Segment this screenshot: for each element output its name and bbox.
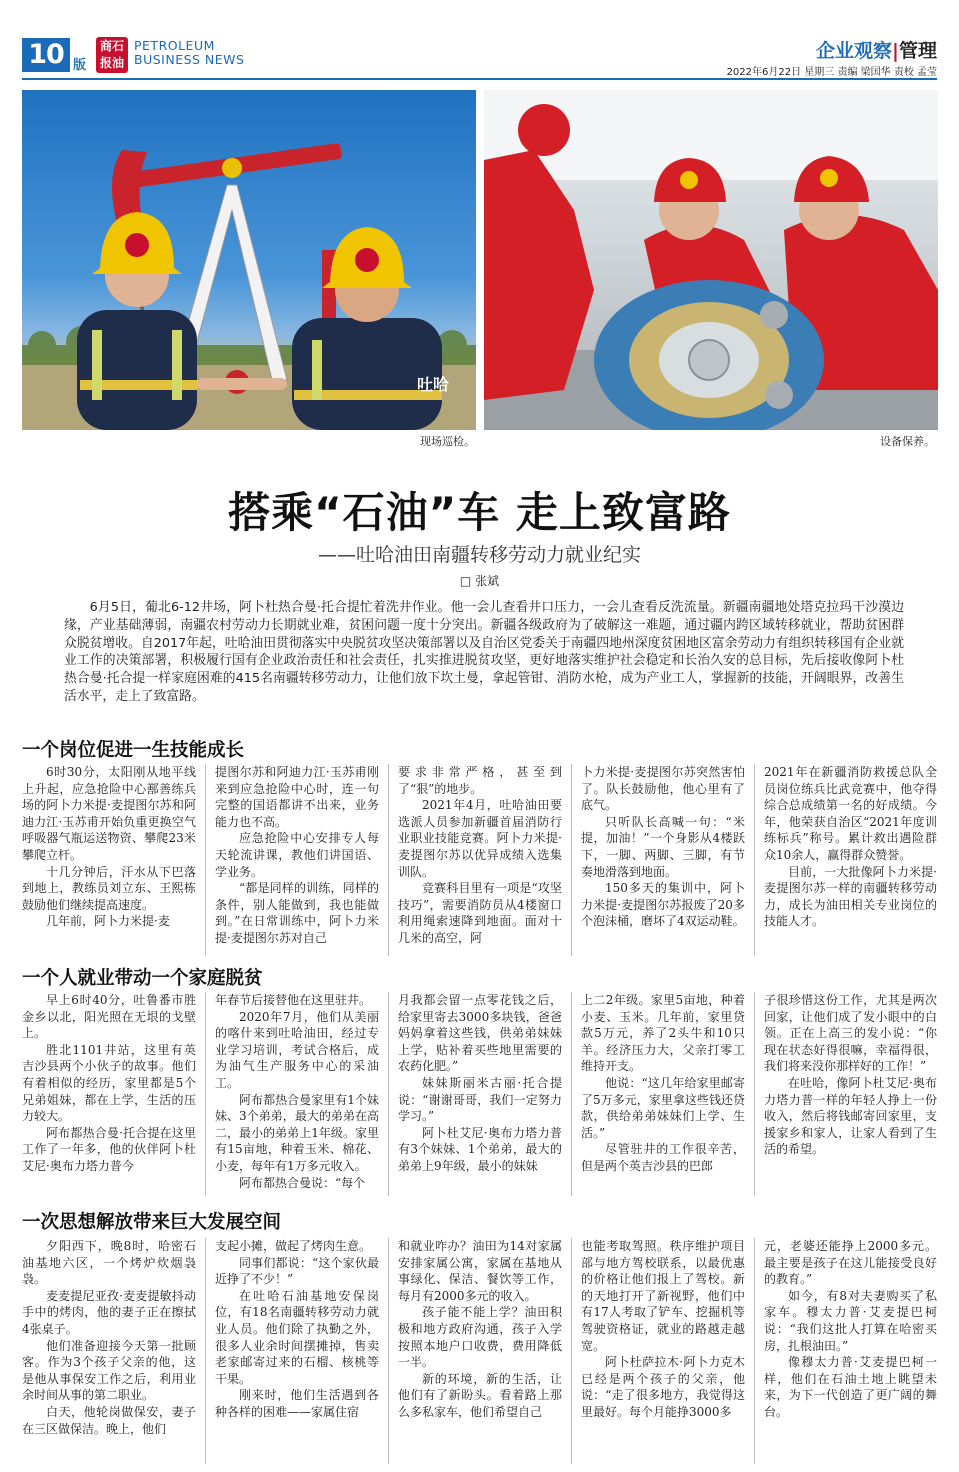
section1-title: 一个岗位促进一生技能成长: [22, 740, 245, 761]
paragraph: 像穆太力普·艾麦提巴柯一样，他们在石油土地上眺望未来，为下一代创造了更广阔的舞台。: [764, 1355, 937, 1419]
paragraph: 应急抢险中心安排专人每天轮流讲课，教他们讲国语、学业务。: [215, 831, 379, 879]
paragraph: 尽管驻井的工作很辛苦，但是两个英吉沙县的巴郎: [581, 1142, 745, 1173]
section-main: 企业观察: [816, 40, 893, 62]
paragraph: 胜北1101井站，这里有英吉沙县两个小伙子的故事。他们有着相似的经历，家里都是5个兄弟姐妹，都在上学，生活的压力较大。: [22, 1042, 196, 1124]
paragraph: 阿布都热合曼家里有1个妹妹、3个弟弟，最大的弟弟在高二，最小的弟弟上1年级。家里有15亩地，种着玉米、棉花、小麦，每年有1万多元收入。: [215, 1092, 379, 1173]
paragraph: 几年前，阿卜力米提·麦: [46, 914, 170, 929]
photo-equipment-maintenance: [484, 90, 938, 430]
paragraph: 支起小摊，做起了烤肉生意。: [215, 1239, 372, 1253]
photo1-illustration: [22, 90, 476, 430]
section-separator: |: [892, 40, 899, 62]
paragraph: 6时30分，太阳刚从地平线上升起，应急抢险中心鄯善练兵场的阿卜力米提·麦提图尔苏和阿迪力江·玉苏甫开始负重更换空气呼吸器气瓶运送物资、攀爬23米攀爬立杆。: [22, 765, 196, 862]
paragraph: 如今，有8对夫妻购买了私家车。穆太力普·艾麦提巴柯说：“我们这批人打算在哈密买房，扎根油田。”: [764, 1288, 937, 1353]
paragraph: 阿卜杜艾尼·奥布力塔力普有3个妹妹、1个弟弟，最大的弟弟上9年级，最小的妹妹: [398, 1125, 562, 1173]
paper-en-line2: BUSINESS NEWS: [134, 52, 245, 67]
paragraph: 元，老婆还能挣上2000多元。最主要是孩子在这儿能接受良好的教育。”: [764, 1239, 937, 1287]
paragraph: 孩子能不能上学？油田积极和地方政府沟通，孩子入学按照本地户口收费，费用降低一半。: [398, 1305, 562, 1370]
text-column: [388, 1238, 571, 1464]
paragraph: 子很珍惜这份工作，尤其是两次回家，让他们成了发小眼中的白领。正在上高三的发小说：“你现在状态好得很嘛，幸福得很，我们将来没你那样好的工作！”: [764, 993, 937, 1074]
text-column: [205, 1238, 388, 1464]
paragraph: 妹妹斯丽米古丽·托合提说：“谢谢哥哥，我们一定努力学习。”: [398, 1075, 562, 1124]
lead-paragraph: 6月5日，葡北6-12井场，阿卜杜热合曼·托合提忙着洗井作业。他一会儿查看井口压力，一会儿查看反洗流量。新疆南疆地处塔克拉玛干沙漠边缘，产业基础薄弱，南疆农村劳动力长期就业难，贫困问题一度十分突出。新疆各级政府为了破解这一难题，通过疆内跨区域转移就业，帮助贫困群众脱贫增收。自2017年起，吐哈油田贯彻落实中央脱贫攻坚决策部署以及自治区党委关于南疆四地州深度贫困地区富余劳动力有组织转移国有企业就业工作的决策部署，积极履行国有企业政治责任和社会责任，扎实推进脱贫攻坚，更好地落实维护社会稳定和长治久安的总目标，先后接收像阿卜杜热合曼·托合提一样家庭困难的415名南疆转移劳动力，让他们放下坎土曼，拿起管钳、消防水枪，成为产业工人，掌握新的技能，开阔眼界，改善生活水平，走上了致富路。: [64, 600, 904, 704]
paper-english-name: [134, 39, 244, 67]
paragraph: 上二2年级。家里5亩地，种着小麦、玉米。几年前，家里贷款5万元，养了2头牛和10只羊。经济压力大，父亲打零工维持开支。: [581, 993, 745, 1074]
paragraph: 同事们都说：“这个家伙最近挣了不少！”: [215, 1255, 379, 1287]
photo2-caption: 设备保养。: [880, 435, 935, 448]
page-number: 10: [22, 38, 70, 72]
header-info: 2022年6月22日 星期三 责编 梁国华 责校 孟莹: [726, 67, 937, 78]
paragraph: 150多天的集训中，阿卜力米提·麦提图尔苏报废了20多个泡沫桶，磨坏了4双运动鞋。: [581, 881, 745, 929]
header-rule: [22, 78, 937, 80]
worker-left: [77, 212, 198, 430]
paragraph: 年春节后接替他在这里驻井。: [215, 993, 372, 1007]
page-label: 版: [73, 58, 87, 73]
paragraph: 卜力米提·麦提图尔苏突然害怕了。队长鼓励他，他心里有了底气。: [581, 765, 745, 813]
newspaper-logo: 商石 报油: [96, 37, 128, 73]
section-sub: 管理: [898, 40, 937, 62]
paragraph: 刚来时，他们生活遇到各种各样的困难——家属住宿: [215, 1388, 379, 1419]
section2-title: 一个人就业带动一个家庭脱贫: [22, 968, 263, 989]
paragraph: 和就业咋办？油田为14对家属安排家属公寓，家属在基地从事绿化、保洁、餐饮等工作，每月有2000多元的收入。: [398, 1239, 562, 1303]
section1-columns: [22, 764, 937, 956]
paragraph: 目前，一大批像阿卜力米提·麦提图尔苏一样的南疆转移劳动力，成长为油田相关专业岗位的技能人才。: [764, 864, 937, 929]
text-column: [754, 992, 937, 1196]
article-author: □ 张斌: [459, 574, 500, 588]
paragraph: 在吐哈石油基地安保岗位，有18名南疆转移劳动力就业人员。他们除了执勤之外，很多人业余时间摆摊掉，售卖老家邮寄过来的石榴、核桃等干果。: [215, 1288, 379, 1386]
paragraph: 提图尔苏和阿迪力江·玉苏甫刚来到应急抢险中心时，连一句完整的国语都讲不出来，业务能力也不高。: [215, 765, 379, 829]
text-column: [388, 764, 571, 956]
text-column: [205, 764, 388, 956]
section-title: [816, 36, 937, 63]
paragraph: 阿布都热合曼·托合提在这里工作了一年多，他的伙伴阿卜杜艾尼·奥布力塔力普今: [22, 1125, 196, 1173]
photo1-caption: 现场巡检。: [420, 435, 475, 448]
text-column: [571, 992, 754, 1196]
section3-title: 一次思想解放带来巨大发展空间: [22, 1212, 282, 1233]
paragraph: 月我都会留一点零花钱之后，给家里寄去3000多块钱，爸爸妈妈拿着这些钱，供弟弟妹妹上学，贴补着买些地里需要的农药化肥。”: [398, 993, 562, 1074]
text-column: [571, 764, 754, 956]
article-subtitle: ——吐哈油田南疆转移劳动力就业纪实: [317, 544, 641, 566]
text-column: [22, 764, 205, 956]
text-column: [22, 1238, 205, 1464]
paragraph: 白天，他轮岗做保安，妻子在三区做保洁。晚上，他们: [22, 1404, 196, 1436]
section3-columns: [22, 1238, 937, 1464]
section2-columns: [22, 992, 937, 1196]
paragraph: 十几分钟后，汗水从下巴落到地上，教练员刘立东、王熙栋鼓励他们继续提高速度。: [22, 864, 196, 912]
text-column: [205, 992, 388, 1196]
paragraph: 在吐哈，像阿卜杜艾尼·奥布力塔力普一样的年轻人挣上一份收入，然后将钱邮寄回家里，支援家乡和家人，让家人看到了生活的希望。: [764, 1075, 937, 1157]
text-column: [571, 1238, 754, 1464]
paragraph: 2021年4月，吐哈油田要选派人员参加新疆首届消防行业职业技能竞赛。阿卜力米提·麦提图尔苏以优异成绩入选集训队。: [398, 798, 562, 879]
paragraph: 2021年在新疆消防救援总队全员岗位练兵比武竞赛中，他夺得综合总成绩第一名的好成绩。今年，他荣获自治区“2021年度训练标兵”称号。累计救出遇险群众10余人，赢得群众赞誉。: [764, 765, 937, 862]
paragraph: 阿卜杜萨拉木·阿卜力克木已经是两个孩子的父亲，他说：“走了很多地方，我觉得这里最好。每个月能挣3000多: [581, 1355, 745, 1419]
worker-right: [292, 227, 449, 430]
article-lead: [64, 599, 904, 706]
paragraph: 他说：“这几年给家里邮寄了5万多元，家里拿这些钱还贷款，供给弟弟妹妹们上学、生活。”: [581, 1075, 745, 1140]
paragraph: 他们准备迎接今天第一批顾客。作为3个孩子父亲的他，这是他从事保安工作之后，利用业余时间从事的第二职业。: [22, 1338, 196, 1403]
photo2-illustration: [484, 90, 938, 430]
paragraph: 阿布都热合曼说：“每个: [239, 1175, 366, 1190]
paragraph: 2020年7月，他们从美丽的喀什来到吐哈油田，经过专业学习培训，考试合格后，成为油气生产服务中心的采油工。: [215, 1009, 379, 1090]
paragraph: “都是同样的训练，同样的条件，别人能做到，我也能做到。”在日常训练中，阿卜力米提·麦提图尔苏对自己: [215, 881, 379, 945]
text-column: [388, 992, 571, 1196]
paragraph: 早上6时40分，吐鲁番市胜金乡以北，阳光照在无垠的戈壁上。: [22, 993, 196, 1041]
article-title: 搭乘“石油”车 走上致富路: [228, 488, 731, 537]
paragraph: 麦麦提尼亚孜·麦麦提敏抖动手中的烤肉，他的妻子正在擦拭4张桌子。: [22, 1288, 196, 1336]
text-column: [754, 1238, 937, 1464]
photo-field-inspection: [22, 90, 476, 430]
paper-en-line1: PETROLEUM: [134, 38, 215, 53]
paragraph: 竞赛科目里有一项是“攻坚技巧”，需要消防员从4楼窗口利用绳索速降到地面。面对十几米的高空，阿: [398, 881, 562, 945]
paragraph: 夕阳西下，晚8时，哈密石油基地六区，一个烤炉炊烟袅袅。: [22, 1239, 196, 1287]
text-column: [22, 992, 205, 1196]
paragraph: 只听队长高喊一句：“米提，加油！”一个身影从4楼跃下，一脚、两脚、三脚，有节奏地滑落到地面。: [581, 814, 745, 879]
paragraph: 新的环境，新的生活，让他们有了新盼头。看着路上那么多私家车，他们希望自己: [398, 1371, 562, 1419]
text-column: [754, 764, 937, 956]
paragraph: 要求非常严格，甚至到了“狠”的地步。: [398, 765, 562, 796]
photo1-badge: 吐哈: [417, 375, 450, 394]
paragraph: 也能考取驾照。秩序维护项目部与地方驾校联系，以最优惠的价格让他们报上了驾校。新的天地打开了新视野，他们中有17人考取了铲车、挖掘机等驾驶资格证，就业的路越走越宽。: [581, 1239, 745, 1353]
